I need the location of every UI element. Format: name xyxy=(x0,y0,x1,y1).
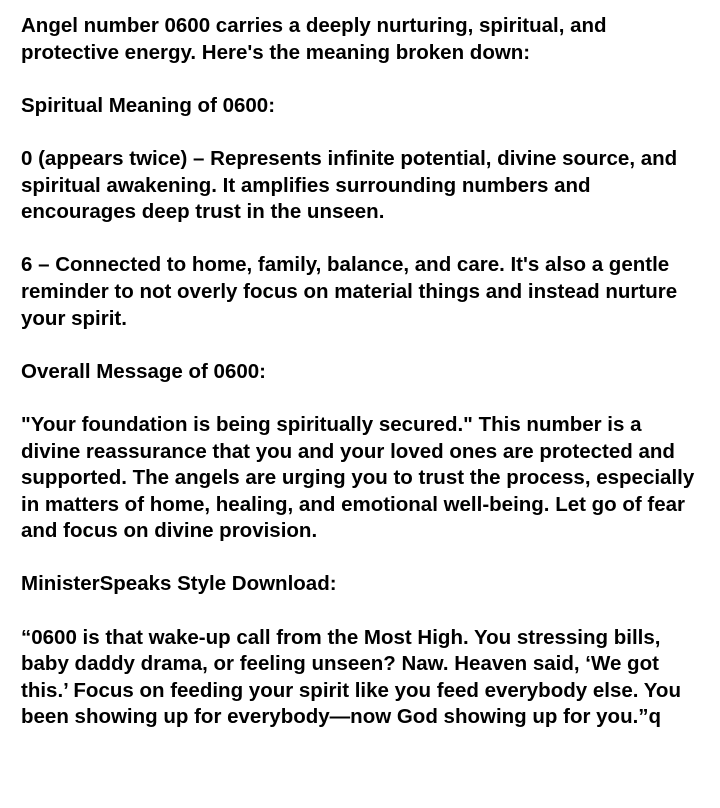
ministerspeaks-quote: “0600 is that wake-up call from the Most High. You stressing bills, baby daddy drama, or feeling unseen? Naw. Heaven said, ‘We got this.’ Focus on feeding your spirit like you feed everybody else. You been showing up for everybody—now God showing up for you.”q xyxy=(21,625,681,729)
overall-message-paragraph: "Your foundation is being spiritually secured." This number is a divine reassurance that you and your loved ones are protected and supported. The angels are urging you to trust the process, especially in matters of home, healing, and emotional well-being. Let go of fear and focus on divine provision. xyxy=(21,412,695,543)
zero-meaning-paragraph: 0 (appears twice) – Represents infinite potential, divine source, and spiritual awakening. It amplifies surrounding numbers and encourages deep trust in the unseen. xyxy=(21,146,678,224)
overall-message-heading: Overall Message of 0600: xyxy=(21,359,266,383)
spiritual-meaning-heading: Spiritual Meaning of 0600: xyxy=(21,93,276,117)
intro-paragraph: Angel number 0600 carries a deeply nurturing, spiritual, and protective energy. Here's the meaning broken down: xyxy=(21,14,607,64)
ministerspeaks-heading: MinisterSpeaks Style Download: xyxy=(21,572,337,596)
six-meaning-paragraph: 6 – Connected to home, family, balance, and care. It's also a gentle reminder to not overly focus on material things and instead nurture your spirit. xyxy=(21,253,678,330)
